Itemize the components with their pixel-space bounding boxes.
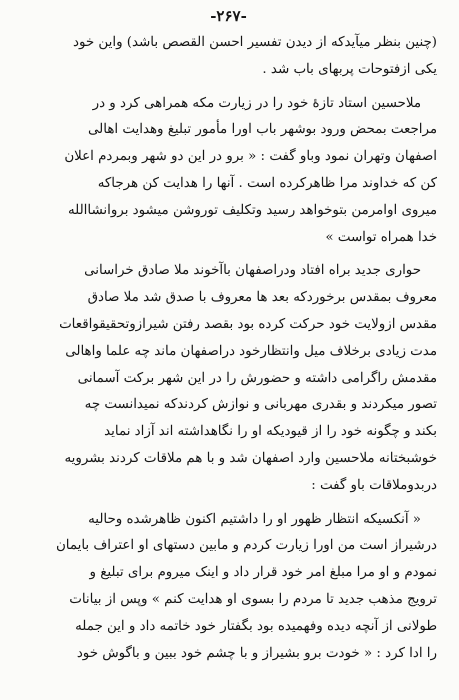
paragraph-2 [20,91,437,252]
text-line: حواری جدید براه افتاد ودراصفهان باآخوند ملا صادق خراسانی [84,263,421,279]
text-line: « آنکسیکه انتظار ظهور او را داشتیم اکنون ظاهرشده وحالیه [88,511,421,527]
paragraph-1 [20,30,437,84]
text-line: مراجعت بمحض ورود بوشهر باب اورا مأمور تبلیغ وهدایت اهالی [88,122,437,138]
page-number: -۲۶۷- [210,7,247,25]
paragraph-3 [20,258,437,499]
text-line: بکند و چگونه خود را از قیودیکه او را نگاهداشته اند آزاد نماید [104,424,437,440]
paragraph-4 [20,507,437,668]
text-line: مقدس ازولایت خود حرکت کرده بود بقصد رفتن شیرازوتحقیقواقعات [59,316,437,332]
text-line: یکی ازفتوحات پربهای باب شد . [262,61,437,77]
text-line: معروف بمقدس برخوردکه بعد ها معروف با صدق شد ملا صادق [87,290,437,306]
text-line: کن که خداوند مرا ظاهرکرده است . آنها را هدایت کن هرجاکه [97,175,437,191]
text-line: طولانی از آنچه دیده وفهمیده بود بگفتار خود خاتمه داد و این جمله [75,618,437,634]
text-line: اصفهان وتهران نمود وباو گفت : « برو در این دو شهر وبمردم اعلان [64,149,437,165]
text-line: میروی اوامرمن بتوخواهد رسید وتکلیف توروشن میشود بروانشاالله [67,202,437,218]
text-line: ملاحسین استاد تازهٔ خود را در زیارت مکه همراهی کرد و در [92,95,421,111]
text-line: دربدوملاقات باو گفت : [311,477,437,493]
text-line: خدا همراه تواست » [325,229,437,245]
text-line: ترویج مذهب جدید تا مردم را بسوی او هدایت کنم » وپس از بیانات [69,591,437,607]
text-line: خوشبختانه ملاحسین وارد اصفهان شد و با هم ملاقات کردند بشرویه [64,450,437,466]
text-line: را ادا کرد : « خودت برو بشیراز و با چشم خود ببین و باگوش خود [76,645,437,661]
text-line: (چنین بنظر میآیدکه از دیدن تفسیر احسن القصص باشد) واین خود [73,35,437,50]
text-line: نمودم و او مرا مبلغ امر خود قرار داد و اینک میروم برای تبلیغ و [89,565,437,581]
text-line: مدت زیادی برخلاف میل وانتظارخود دراصفهان ماند چه علما واهالی [65,343,437,359]
text-line: مقدمش راگرامی داشته و حضورش را در این شهر برکت آسمانی [77,370,437,386]
text-line: تصور میکردند و بقدری مهربانی و نوازش کردندکه نمیدانست چه [84,397,437,413]
text-line: درشیراز است من اورا زیارت کردم و مابین دستهای او اعتراف بایمان [55,538,437,554]
